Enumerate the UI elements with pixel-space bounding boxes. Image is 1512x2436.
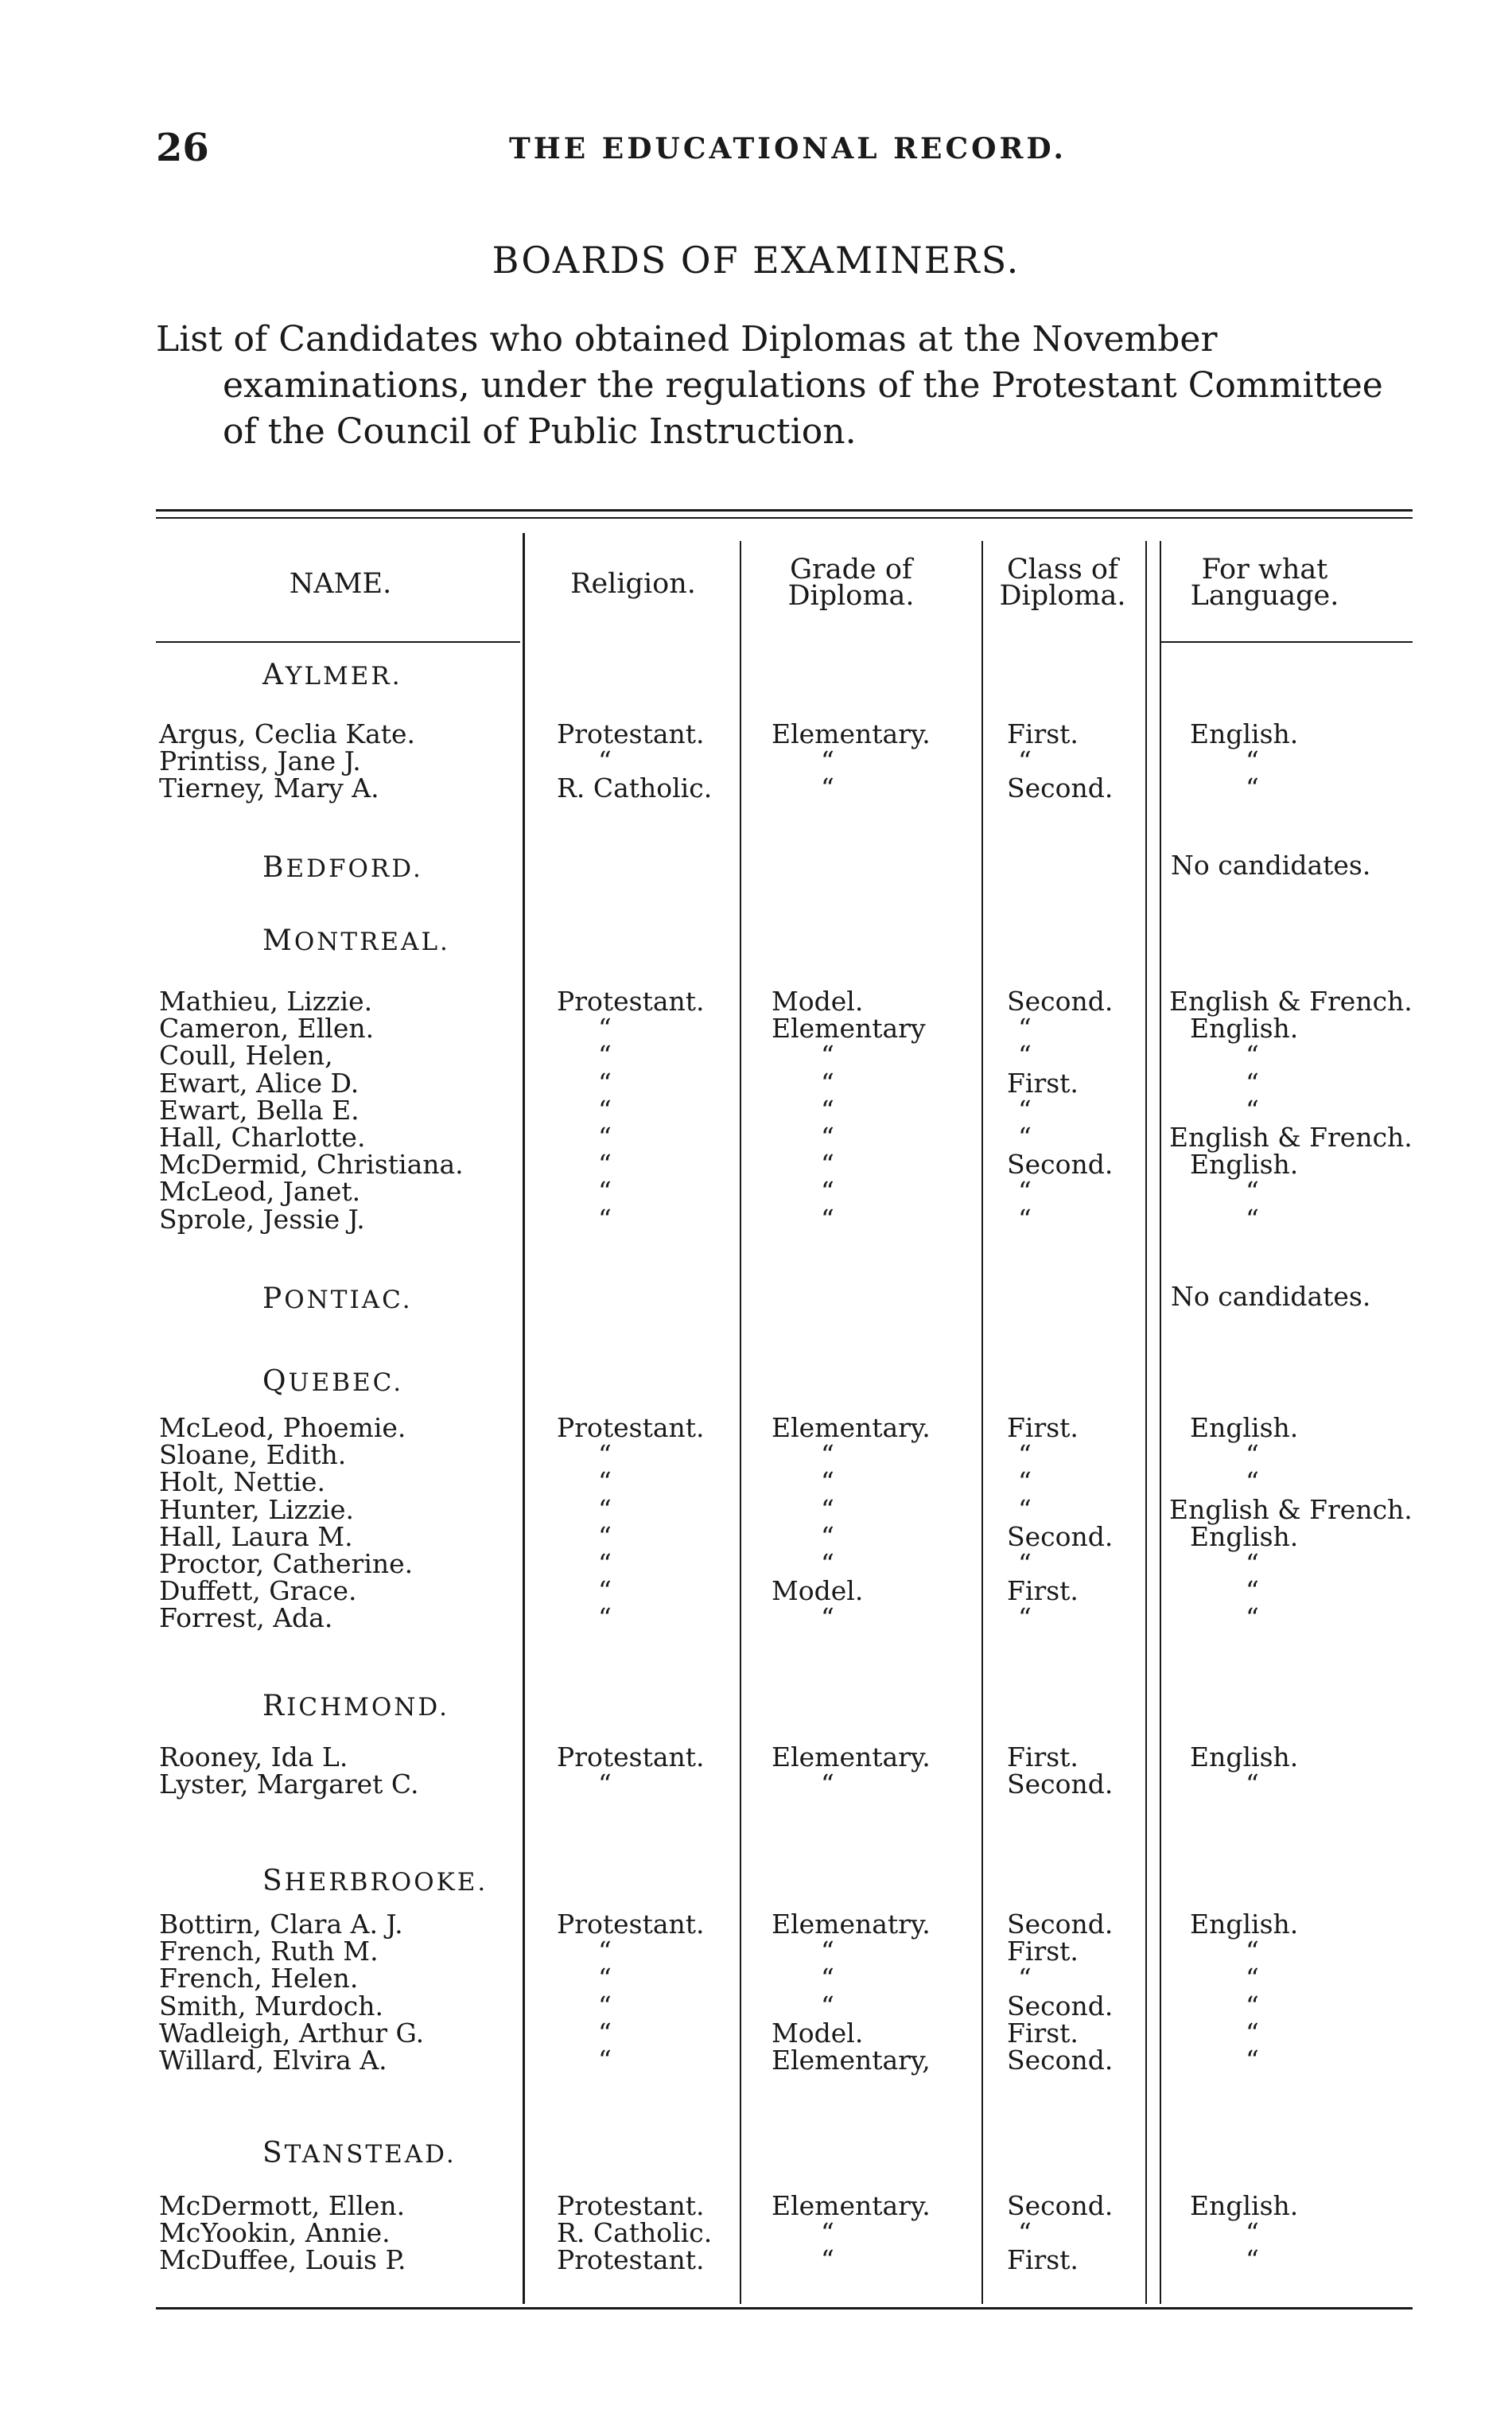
- table-cell-religion: “: [598, 1990, 612, 2022]
- table-cell-religion: “: [598, 1013, 612, 1045]
- table-cell-language: “: [1246, 1067, 1259, 1099]
- section-title: BOARDS OF EXAMINERS.: [492, 239, 1020, 282]
- table-cell-grade: “: [821, 2217, 834, 2249]
- table-cell-grade: “: [821, 772, 834, 804]
- table-cell-name: Proctor, Catherine.: [159, 1548, 414, 1579]
- table-cell-religion: Protestant.: [557, 2190, 705, 2221]
- table-cell-class: “: [1018, 1122, 1032, 1153]
- table-cell-class: “: [1018, 1176, 1032, 1208]
- table-cell-grade: “: [821, 1067, 834, 1099]
- table-cell-name: Tierney, Mary A.: [159, 772, 379, 804]
- table-cell-language: English & French.: [1169, 986, 1413, 1017]
- col-divider-3: [981, 541, 983, 2304]
- table-cell-name: Bottirn, Clara A. J.: [159, 1909, 403, 1940]
- table-cell-language: “: [1246, 1990, 1259, 2022]
- table-cell-language: English.: [1190, 1013, 1299, 1045]
- table-cell-language: “: [1246, 1203, 1259, 1235]
- table-cell-grade: “: [821, 2244, 834, 2276]
- table-cell-religion: Protestant.: [557, 1741, 705, 1773]
- table-cell-grade: “: [821, 1520, 834, 1552]
- table-cell-grade: “: [821, 1176, 834, 1208]
- table-cell-class: “: [1018, 1013, 1032, 1045]
- table-cell-religion: “: [598, 1040, 612, 1072]
- district-heading: STANSTEAD.: [262, 2137, 457, 2169]
- table-cell-language: “: [1246, 2244, 1259, 2276]
- table-cell-language: “: [1246, 1040, 1259, 1072]
- table-cell-name: Mathieu, Lizzie.: [159, 986, 373, 1017]
- table-cell-religion: “: [598, 1936, 612, 1967]
- table-cell-religion: “: [598, 1575, 612, 1607]
- table-cell-grade: “: [821, 1990, 834, 2022]
- table-cell-language: “: [1246, 1602, 1259, 1634]
- table-cell-name: Ewart, Bella E.: [159, 1094, 360, 1126]
- table-cell-religion: “: [598, 1548, 612, 1579]
- table-cell-name: Printiss, Jane J.: [159, 745, 361, 777]
- table-cell-class: Second.: [1007, 1909, 1114, 1940]
- table-cell-class: First.: [1007, 2244, 1079, 2276]
- table-cell-language: “: [1246, 2017, 1259, 2049]
- table-cell-grade: Elementary: [772, 1013, 926, 1045]
- table-cell-grade: “: [821, 1963, 834, 1994]
- table-cell-religion: Protestant.: [557, 718, 705, 749]
- table-cell-class: “: [1018, 1493, 1032, 1525]
- district-heading: MONTREAL.: [262, 924, 450, 957]
- table-cell-language: English.: [1190, 1520, 1299, 1552]
- table-top-rule: [156, 509, 1413, 512]
- table-cell-class: “: [1018, 745, 1032, 777]
- col-header-name: NAME.: [289, 568, 392, 600]
- table-cell-grade: “: [821, 1548, 834, 1579]
- district-heading: AYLMER.: [262, 659, 402, 691]
- intro-text: List of Candidates who obtained Diplomas at the November examinations, under the regulations of the Protestant Committee of the Council of Public Instruction.: [156, 319, 1383, 452]
- table-cell-class: First.: [1007, 718, 1079, 749]
- table-cell-religion: “: [598, 1466, 612, 1498]
- table-cell-class: First.: [1007, 1412, 1079, 1443]
- table-cell-religion: “: [598, 1122, 612, 1153]
- table-cell-class: First.: [1007, 1067, 1079, 1099]
- table-cell-grade: “: [821, 1602, 834, 1634]
- table-cell-grade: “: [821, 1936, 834, 1967]
- table-cell-class: Second.: [1007, 986, 1114, 1017]
- table-cell-class: Second.: [1007, 1520, 1114, 1552]
- table-cell-language: “: [1246, 1963, 1259, 1994]
- table-cell-class: “: [1018, 1040, 1032, 1072]
- table-cell-name: Sloane, Edith.: [159, 1439, 347, 1471]
- table-cell-religion: “: [598, 1149, 612, 1181]
- table-cell-name: Hall, Charlotte.: [159, 1122, 366, 1153]
- table-cell-name: McDermid, Christiana.: [159, 1149, 464, 1181]
- table-cell-religion: “: [598, 1067, 612, 1099]
- table-cell-class: First.: [1007, 1936, 1079, 1967]
- table-cell-language: English.: [1190, 1412, 1299, 1443]
- table-cell-name: McLeod, Phoemie.: [159, 1412, 406, 1443]
- table-cell-class: First.: [1007, 1741, 1079, 1773]
- table-top-rule-inner: [156, 517, 1413, 519]
- table-cell-name: Wadleigh, Arthur G.: [159, 2017, 425, 2049]
- table-cell-name: McDermott, Ellen.: [159, 2190, 406, 2221]
- table-cell-name: Coull, Helen,: [159, 1040, 333, 1072]
- district-heading: QUEBEC.: [262, 1365, 404, 1398]
- table-cell-class: Second.: [1007, 2045, 1114, 2076]
- table-cell-name: Argus, Ceclia Kate.: [159, 718, 416, 749]
- header-rule-name: [156, 641, 520, 643]
- table-cell-name: Cameron, Ellen.: [159, 1013, 375, 1045]
- table-cell-name: Sprole, Jessie J.: [159, 1203, 365, 1235]
- table-cell-religion: Protestant.: [557, 1412, 705, 1443]
- table-cell-class: “: [1018, 1203, 1032, 1235]
- table-cell-grade: “: [821, 1769, 834, 1800]
- table-cell-religion: “: [598, 1520, 612, 1552]
- table-cell-grade: Elementary.: [772, 1412, 931, 1443]
- header-rule-rest: [1161, 641, 1413, 643]
- table-cell-name: Hunter, Lizzie.: [159, 1493, 355, 1525]
- district-heading: SHERBROOKE.: [262, 1865, 488, 1897]
- table-cell-class: First.: [1007, 1575, 1079, 1607]
- col-header-class: Class of Diploma.: [999, 554, 1126, 612]
- table-cell-religion: Protestant.: [557, 1909, 705, 1940]
- table-cell-religion: “: [598, 2017, 612, 2049]
- table-cell-grade: Elementary,: [772, 2045, 931, 2076]
- table-cell-name: French, Ruth M.: [159, 1936, 379, 1967]
- table-cell-language: “: [1246, 1575, 1259, 1607]
- table-cell-class: “: [1018, 1602, 1032, 1634]
- table-cell-religion: “: [598, 2045, 612, 2076]
- table-cell-class: Second.: [1007, 1769, 1114, 1800]
- table-cell-religion: “: [598, 745, 612, 777]
- table-cell-class: Second.: [1007, 1990, 1114, 2022]
- table-cell-religion: Protestant.: [557, 986, 705, 1017]
- district-heading: RICHMOND.: [262, 1690, 449, 1722]
- table-cell-class: “: [1018, 1439, 1032, 1471]
- table-cell-name: Forrest, Ada.: [159, 1602, 333, 1634]
- table-cell-language: “: [1246, 1466, 1259, 1498]
- table-cell-language: “: [1246, 1094, 1259, 1126]
- table-cell-language: English.: [1190, 718, 1299, 749]
- table-cell-class: First.: [1007, 2017, 1079, 2049]
- table-cell-grade: “: [821, 1493, 834, 1525]
- col-header-grade: Grade of Diploma.: [787, 554, 915, 612]
- table-cell-language: “: [1246, 745, 1259, 777]
- table-cell-language: English & French.: [1169, 1122, 1413, 1153]
- table-cell-name: French, Helen.: [159, 1963, 359, 1994]
- table-cell-name: Ewart, Alice D.: [159, 1067, 360, 1099]
- table-cell-class: “: [1018, 1094, 1032, 1126]
- table-cell-grade: Elementary.: [772, 2190, 931, 2221]
- table-cell-religion: “: [598, 1769, 612, 1800]
- table-cell-religion: “: [598, 1963, 612, 1994]
- table-cell-grade: “: [821, 1040, 834, 1072]
- col-divider-5: [1160, 541, 1161, 2304]
- table-cell-language: English.: [1190, 1909, 1299, 1940]
- table-bottom-rule: [156, 2307, 1413, 2310]
- col-header-religion: Religion.: [570, 568, 696, 600]
- table-cell-language: English.: [1190, 2190, 1299, 2221]
- table-cell-grade: “: [821, 1439, 834, 1471]
- table-cell-grade: Model.: [772, 2017, 864, 2049]
- col-divider-4: [1145, 541, 1147, 2304]
- table-cell-grade: “: [821, 1149, 834, 1181]
- table-cell-name: McYookin, Annie.: [159, 2217, 391, 2249]
- table-cell-language: “: [1246, 2217, 1259, 2249]
- table-cell-grade: “: [821, 1094, 834, 1126]
- table-cell-language: “: [1246, 1769, 1259, 1800]
- table-cell-grade: “: [821, 1122, 834, 1153]
- table-cell-name: Lyster, Margaret C.: [159, 1769, 419, 1800]
- table-cell-name: McDuffee, Louis P.: [159, 2244, 406, 2276]
- table-cell-grade: “: [821, 745, 834, 777]
- table-cell-religion: “: [598, 1176, 612, 1208]
- table-cell-class: Second.: [1007, 1149, 1114, 1181]
- table-cell-religion: R. Catholic.: [557, 772, 713, 804]
- table-cell-religion: R. Catholic.: [557, 2217, 713, 2249]
- table-cell-class: “: [1018, 1466, 1032, 1498]
- no-candidates-note: No candidates.: [1171, 1281, 1371, 1312]
- table-cell-class: Second.: [1007, 772, 1114, 804]
- table-cell-class: “: [1018, 1548, 1032, 1579]
- col-header-language: For what Language.: [1190, 554, 1339, 612]
- table-cell-name: McLeod, Janet.: [159, 1176, 361, 1208]
- table-cell-language: English.: [1190, 1149, 1299, 1181]
- table-cell-religion: Protestant.: [557, 2244, 705, 2276]
- table-cell-class: “: [1018, 2217, 1032, 2249]
- table-cell-language: English.: [1190, 1741, 1299, 1773]
- table-cell-grade: “: [821, 1203, 834, 1235]
- page-number: 26: [156, 126, 209, 170]
- table-cell-religion: “: [598, 1439, 612, 1471]
- table-cell-class: Second.: [1007, 2190, 1114, 2221]
- table-cell-grade: Elementary.: [772, 1741, 931, 1773]
- col-divider-1: [523, 533, 525, 2304]
- table-cell-language: “: [1246, 1548, 1259, 1579]
- table-cell-name: Duffett, Grace.: [159, 1575, 357, 1607]
- table-cell-name: Hall, Laura M.: [159, 1520, 353, 1552]
- district-heading: PONTIAC.: [262, 1282, 413, 1315]
- table-cell-religion: “: [598, 1094, 612, 1126]
- table-cell-name: Smith, Murdoch.: [159, 1990, 383, 2022]
- table-cell-language: “: [1246, 772, 1259, 804]
- table-cell-language: “: [1246, 1936, 1259, 1967]
- table-cell-grade: “: [821, 1466, 834, 1498]
- table-cell-religion: “: [598, 1602, 612, 1634]
- table-cell-religion: “: [598, 1203, 612, 1235]
- table-cell-language: “: [1246, 1439, 1259, 1471]
- table-cell-grade: Model.: [772, 1575, 864, 1607]
- no-candidates-note: No candidates.: [1171, 850, 1371, 881]
- table-cell-grade: Elemenatry.: [772, 1909, 931, 1940]
- table-cell-language: English & French.: [1169, 1493, 1413, 1525]
- table-cell-grade: Model.: [772, 986, 864, 1017]
- running-title: THE EDUCATIONAL RECORD.: [509, 132, 1067, 165]
- col-divider-2: [740, 541, 741, 2304]
- table-cell-grade: Elementary.: [772, 718, 931, 749]
- table-cell-religion: “: [598, 1493, 612, 1525]
- district-heading: BEDFORD.: [262, 851, 423, 884]
- table-cell-name: Rooney, Ida L.: [159, 1741, 348, 1773]
- table-cell-language: “: [1246, 2045, 1259, 2076]
- table-cell-name: Holt, Nettie.: [159, 1466, 325, 1498]
- table-cell-name: Willard, Elvira A.: [159, 2045, 387, 2076]
- table-cell-language: “: [1246, 1176, 1259, 1208]
- table-cell-class: “: [1018, 1963, 1032, 1994]
